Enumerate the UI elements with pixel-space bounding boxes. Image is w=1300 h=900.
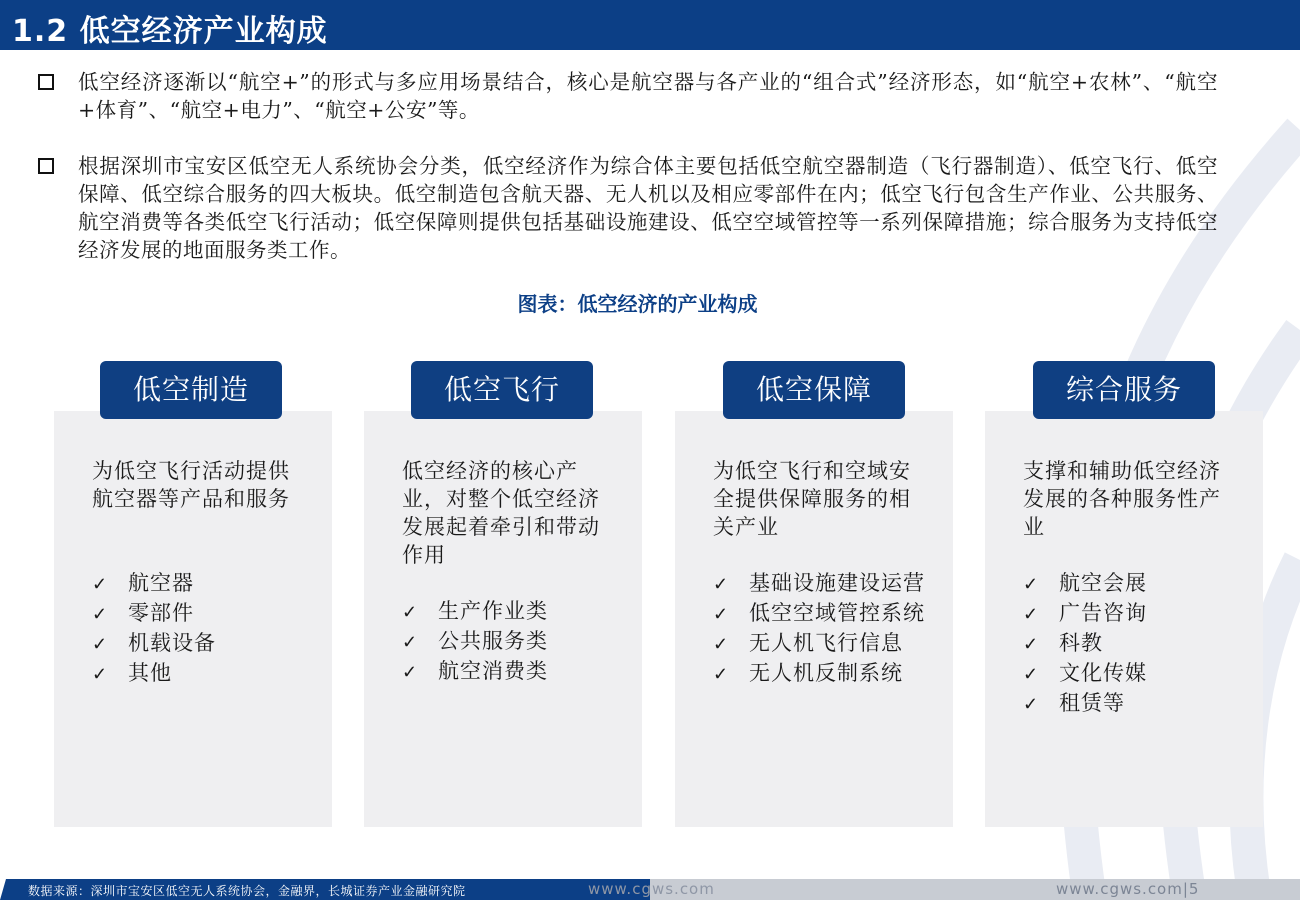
card-low-altitude-support bbox=[675, 411, 953, 827]
list-item: ✓ 航空会展 bbox=[1023, 569, 1147, 599]
checkmark-icon: ✓ bbox=[402, 632, 419, 653]
checkmark-icon: ✓ bbox=[92, 664, 109, 685]
checkmark-icon: ✓ bbox=[1023, 694, 1040, 715]
list-item: ✓ 航空器 bbox=[92, 569, 216, 599]
footer-website-link[interactable]: www.cgws.com bbox=[588, 880, 715, 898]
square-bullet-icon bbox=[38, 158, 54, 174]
checkmark-icon: ✓ bbox=[92, 574, 109, 595]
data-source-note: 数据来源：深圳市宝安区低空无人系统协会，金融界，长城证券产业金融研究院 bbox=[28, 884, 466, 898]
card-title-tab: 低空制造 bbox=[100, 361, 282, 419]
list-item: ✓ 无人机飞行信息 bbox=[713, 629, 925, 659]
list-item: ✓ 机载设备 bbox=[92, 629, 216, 659]
list-item: ✓ 公共服务类 bbox=[402, 627, 548, 657]
checkmark-icon: ✓ bbox=[1023, 604, 1040, 625]
card-item-list bbox=[92, 569, 216, 689]
footer-page-number: www.cgws.com|5 bbox=[1056, 880, 1200, 898]
card-low-altitude-flight bbox=[364, 411, 642, 827]
list-item: ✓ 其他 bbox=[92, 659, 216, 689]
list-item: ✓ 生产作业类 bbox=[402, 597, 548, 627]
checkmark-icon: ✓ bbox=[713, 574, 730, 595]
card-item-list bbox=[402, 597, 548, 687]
figure-caption: 图表：低空经济的产业构成 bbox=[517, 292, 758, 316]
checkmark-icon: ✓ bbox=[92, 604, 109, 625]
card-title-tab: 综合服务 bbox=[1033, 361, 1215, 419]
list-item: ✓ 零部件 bbox=[92, 599, 216, 629]
square-bullet-icon bbox=[38, 74, 54, 90]
card-description: 为低空飞行活动提供航空器等产品和服务 bbox=[92, 459, 290, 511]
card-item-list bbox=[1023, 569, 1147, 719]
bullet-text: 低空经济逐渐以“航空+”的形式与多应用场景结合，核心是航空器与各产业的“组合式”经济形态，如“航空+农林”、“航空+体育”、“航空+电力”、“航空+公安”等。 bbox=[78, 70, 1218, 122]
checkmark-icon: ✓ bbox=[1023, 634, 1040, 655]
page-title: 1.2 低空经济产业构成 bbox=[12, 14, 328, 49]
list-item: ✓ 低空空域管控系统 bbox=[713, 599, 925, 629]
list-item: ✓ 航空消费类 bbox=[402, 657, 548, 687]
footer-grey-band bbox=[650, 879, 1300, 900]
checkmark-icon: ✓ bbox=[92, 634, 109, 655]
checkmark-icon: ✓ bbox=[713, 604, 730, 625]
bullet-text: 根据深圳市宝安区低空无人系统协会分类，低空经济作为综合体主要包括低空航空器制造（飞行器制造）、低空飞行、低空保障、低空综合服务的四大板块。低空制造包含航天器、无人机以及相应零部件在内；低空飞行包含生产作业、公共服务、航空消费等各类低空飞行活动；低空保障则提供包括基础设施建设、低空空域管控等一系列保障措施；综合服务为支持低空经济发展的地面服务类工作。 bbox=[78, 154, 1218, 262]
card-low-altitude-manufacturing bbox=[54, 411, 332, 827]
bullet-paragraph bbox=[38, 152, 1218, 264]
checkmark-icon: ✓ bbox=[713, 664, 730, 685]
list-item: ✓ 科教 bbox=[1023, 629, 1147, 659]
checkmark-icon: ✓ bbox=[1023, 574, 1040, 595]
bullet-paragraph bbox=[38, 68, 1218, 124]
list-item: ✓ 文化传媒 bbox=[1023, 659, 1147, 689]
list-item: ✓ 基础设施建设运营 bbox=[713, 569, 925, 599]
card-description: 为低空飞行和空域安全提供保障服务的相关产业 bbox=[713, 459, 911, 539]
checkmark-icon: ✓ bbox=[402, 602, 419, 623]
card-description: 低空经济的核心产业，对整个低空经济发展起着牵引和带动作用 bbox=[402, 459, 600, 567]
checkmark-icon: ✓ bbox=[1023, 664, 1040, 685]
list-item: ✓ 租赁等 bbox=[1023, 689, 1147, 719]
list-item: ✓ 无人机反制系统 bbox=[713, 659, 925, 689]
card-description: 支撑和辅助低空经济发展的各种服务性产业 bbox=[1023, 459, 1221, 539]
checkmark-icon: ✓ bbox=[713, 634, 730, 655]
card-title-tab: 低空飞行 bbox=[411, 361, 593, 419]
checkmark-icon: ✓ bbox=[402, 662, 419, 683]
list-item: ✓ 广告咨询 bbox=[1023, 599, 1147, 629]
page-header bbox=[0, 0, 1300, 50]
card-title-tab: 低空保障 bbox=[723, 361, 905, 419]
card-integrated-services bbox=[985, 411, 1263, 827]
card-item-list bbox=[713, 569, 925, 689]
